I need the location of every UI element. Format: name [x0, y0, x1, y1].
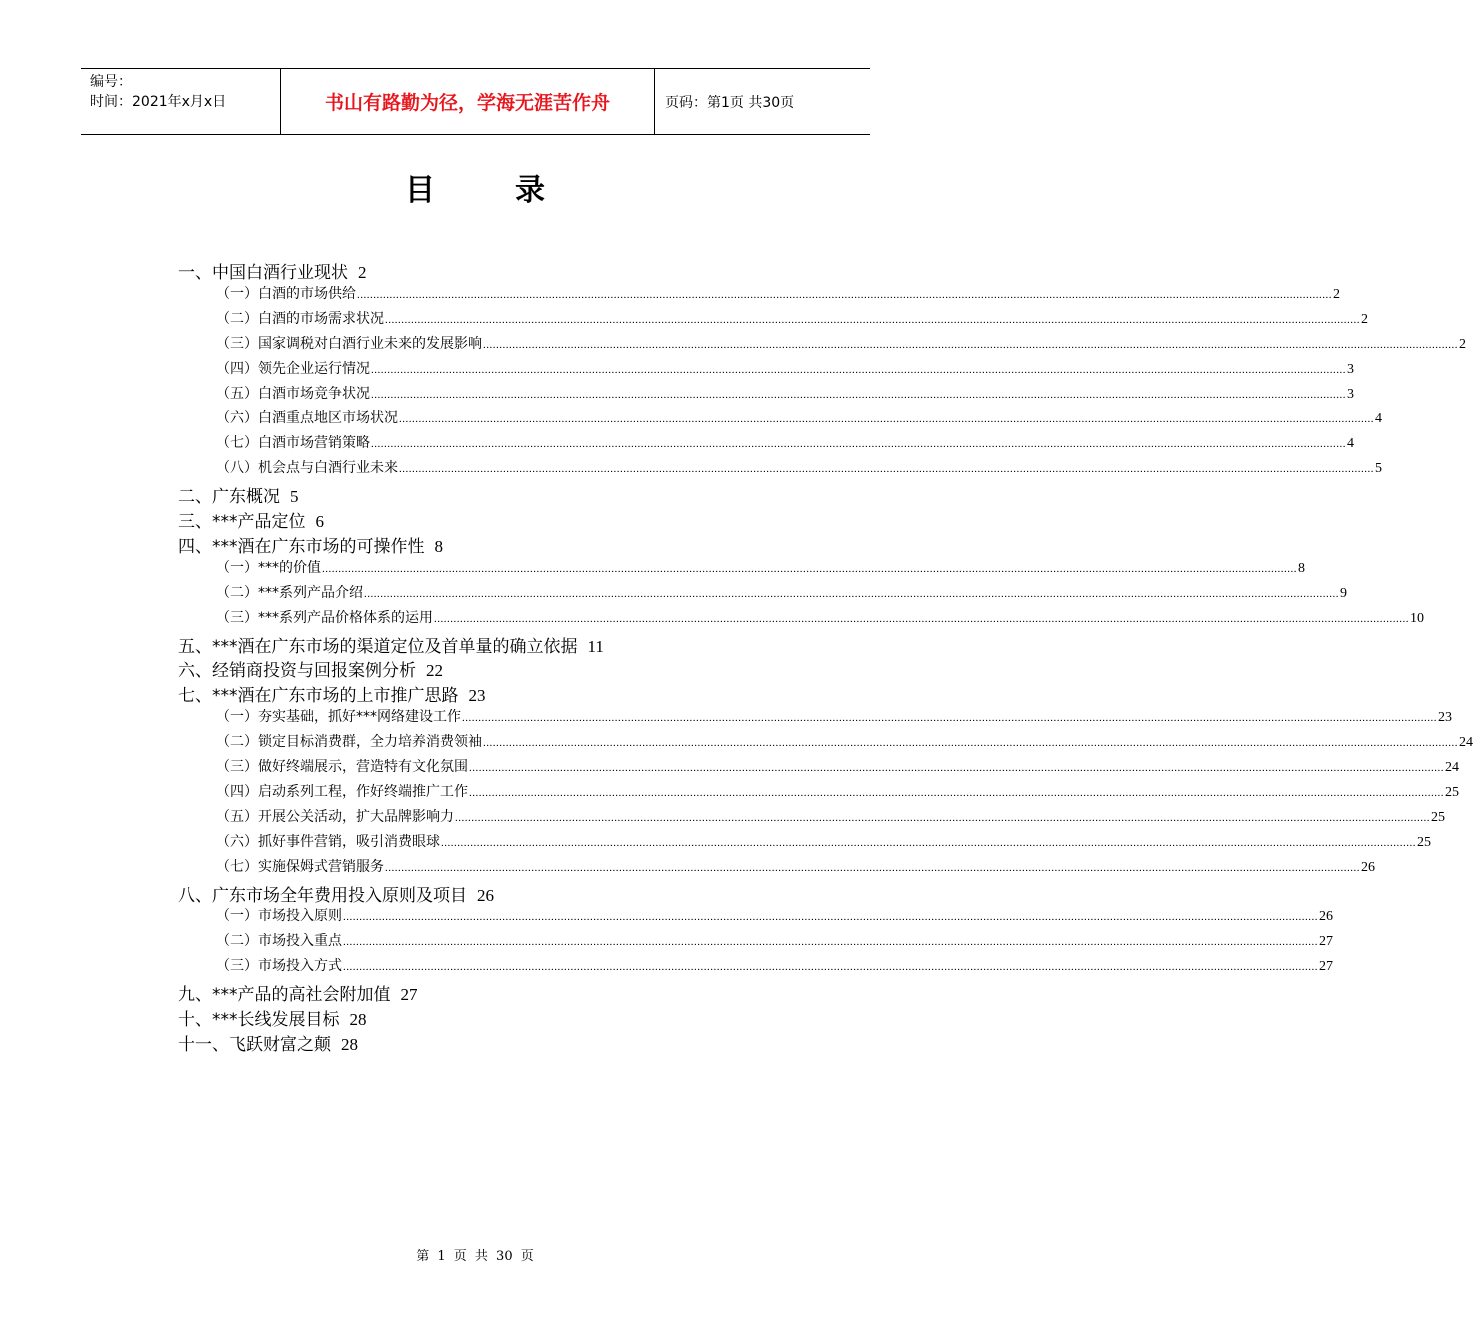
toc-dot-leader: ............................................................................................................................................................................................................................................................................................................: [462, 712, 1437, 725]
toc-dot-leader: ............................................................................................................................................................................................................................................................................................................: [455, 811, 1430, 824]
toc-page-number: 23: [468, 686, 486, 706]
toc-entry-label: （五）白酒市场竞争状况: [216, 385, 370, 402]
toc-entry-label: （八）机会点与白酒行业未来: [216, 460, 398, 477]
toc-entry-label: 九、***产品的高社会附加值: [178, 985, 391, 1006]
toc-entry-label: （二）锁定目标消费群，全力培养消费领袖: [216, 734, 482, 751]
toc-page-number: 4: [1375, 411, 1382, 427]
toc-section[interactable]: [216, 283, 1340, 303]
toc-dot-leader: ............................................................................................................................................................................................................................................................................................................: [483, 338, 1458, 351]
toc-dot-leader: ............................................................................................................................................................................................................................................................................................................: [441, 836, 1416, 849]
toc-page-number: 2: [358, 263, 367, 282]
toc-dot-leader: ............................................................................................................................................................................................................................................................................................................: [385, 313, 1360, 326]
toc-page-number: 11: [587, 636, 604, 656]
toc-page-number: 3: [1347, 386, 1354, 402]
toc-entry-label: 四、***酒在广东市场的可操作性: [178, 536, 425, 557]
toc-section[interactable]: [216, 407, 1382, 427]
toc-chapter[interactable]: [178, 656, 1128, 681]
toc-dot-leader: ............................................................................................................................................................................................................................................................................................................: [343, 936, 1318, 949]
toc-page-number: 22: [426, 661, 443, 681]
toc-page-number: 2: [1333, 286, 1340, 302]
header-motto: 书山有路勤为径，学海无涯苦作舟: [281, 69, 655, 134]
toc-dot-leader: ............................................................................................................................................................................................................................................................................................................: [371, 438, 1346, 451]
toc-page-number: 2: [1459, 336, 1466, 352]
toc-page-number: 24: [1445, 760, 1459, 775]
toc-page-number: 26: [1319, 909, 1333, 925]
toc-page-number: 3: [1347, 361, 1354, 377]
toc-section[interactable]: [216, 905, 1333, 925]
toc-page-number: 27: [400, 985, 418, 1005]
toc-page-number: 23: [1438, 710, 1452, 726]
toc-page-number: 28: [341, 1034, 358, 1054]
toc-entry-label: （二）市场投入重点: [216, 933, 342, 950]
toc-dot-leader: ............................................................................................................................................................................................................................................................................................................: [469, 762, 1444, 774]
toc-page-number: 24: [1459, 735, 1473, 751]
header-meta: [81, 69, 281, 134]
toc-section[interactable]: [216, 457, 1382, 477]
toc-chapter[interactable]: [178, 482, 1128, 507]
toc-page-number: 9: [1340, 585, 1347, 601]
toc-entry-label: 十、***长线发展目标: [178, 1010, 340, 1030]
toc-entry-label: 三、***产品定位: [178, 512, 306, 532]
toc-section[interactable]: [216, 333, 1466, 353]
toc-dot-leader: ............................................................................................................................................................................................................................................................................................................: [483, 737, 1458, 750]
toc-page-number: 8: [434, 536, 443, 556]
toc-chapter[interactable]: [178, 980, 1128, 1005]
toc-section[interactable]: [216, 731, 1473, 751]
toc-dot-leader: ............................................................................................................................................................................................................................................................................................................: [343, 961, 1318, 974]
toc-section[interactable]: [216, 582, 1347, 602]
toc-chapter[interactable]: [178, 881, 1128, 906]
toc-entry-label: 五、***酒在广东市场的渠道定位及首单量的确立依据: [178, 636, 578, 657]
toc-section[interactable]: [216, 557, 1305, 577]
toc-entry-label: 七、***酒在广东市场的上市推广思路: [178, 686, 459, 707]
toc-section[interactable]: [216, 383, 1354, 403]
toc-dot-leader: ............................................................................................................................................................................................................................................................................................................: [364, 587, 1339, 600]
toc-entry-label: 二、广东概况: [178, 487, 280, 508]
toc-chapter[interactable]: [178, 1030, 1128, 1055]
toc-entry-label: （一）市场投入原则: [216, 908, 342, 925]
toc-page-number: 10: [1410, 610, 1424, 626]
toc-entry-label: 一、中国白酒行业现状: [178, 263, 348, 283]
document-number-label: 编号：: [90, 74, 132, 90]
toc-page-number: 25: [1431, 809, 1445, 825]
toc-section[interactable]: [216, 781, 1459, 801]
toc-chapter[interactable]: [178, 632, 1128, 657]
toc-entry-label: （三）国家调税对白酒行业未来的发展影响: [216, 335, 482, 352]
toc-dot-leader: ............................................................................................................................................................................................................................................................................................................: [434, 612, 1409, 625]
toc-page-number: 6: [315, 512, 324, 531]
toc-entry-label: 十一、飞跃财富之颠: [178, 1034, 331, 1055]
toc-section[interactable]: [216, 806, 1445, 826]
toc-entry-label: （五）开展公关活动，扩大品牌影响力: [216, 808, 454, 825]
toc-entry-label: （一）***的价值: [216, 559, 321, 576]
toc-entry-label: （三）做好终端展示，营造特有文化氛围: [216, 759, 468, 775]
document-time-label: 时间：2021年x月x日: [90, 94, 227, 110]
toc-dot-leader: ............................................................................................................................................................................................................................................................................................................: [322, 562, 1297, 575]
toc-page-number: 8: [1298, 560, 1305, 576]
toc-section[interactable]: [216, 955, 1333, 975]
toc-section[interactable]: [216, 856, 1375, 876]
toc-chapter[interactable]: [178, 532, 1128, 557]
toc-section[interactable]: [216, 358, 1354, 378]
toc-section[interactable]: [216, 831, 1431, 851]
toc-entry-label: （四）领先企业运行情况: [216, 360, 370, 377]
toc-entry-label: （六）白酒重点地区市场状况: [216, 410, 398, 427]
toc-page-number: 25: [1417, 834, 1431, 850]
toc-entry-label: （二）***系列产品介绍: [216, 584, 363, 601]
toc-entry-label: （七）白酒市场营销策略: [216, 435, 370, 452]
toc-section[interactable]: [216, 930, 1333, 950]
toc-entry-label: （二）白酒的市场需求状况: [216, 310, 384, 327]
toc-section[interactable]: [216, 756, 1459, 776]
toc-page-number: 25: [1445, 784, 1459, 800]
toc-page-number: 28: [349, 1010, 367, 1029]
toc-section[interactable]: [216, 706, 1452, 726]
toc-page-number: 26: [1361, 859, 1375, 875]
toc-dot-leader: ............................................................................................................................................................................................................................................................................................................: [343, 911, 1318, 924]
toc-title: 目录: [405, 173, 625, 208]
toc-page-number: 5: [1375, 461, 1382, 477]
toc-chapter[interactable]: [178, 258, 1128, 283]
page-header: [81, 68, 870, 135]
toc-entry-label: （三）市场投入方式: [216, 958, 342, 975]
toc-chapter[interactable]: [178, 507, 1128, 532]
page-footer: 第 1 页 共 30 页: [416, 1249, 534, 1264]
toc-section[interactable]: [216, 432, 1354, 452]
toc-dot-leader: ............................................................................................................................................................................................................................................................................................................: [399, 463, 1374, 476]
toc-entry-label: （三）***系列产品价格体系的运用: [216, 609, 433, 626]
toc-dot-leader: ............................................................................................................................................................................................................................................................................................................: [469, 786, 1444, 799]
toc-entry-label: （一）夯实基础，抓好***网络建设工作: [216, 709, 461, 726]
toc-entry-label: （一）白酒的市场供给: [216, 285, 356, 302]
toc-chapter[interactable]: [178, 1005, 1128, 1030]
toc-dot-leader: ............................................................................................................................................................................................................................................................................................................: [371, 363, 1346, 376]
toc-dot-leader: ............................................................................................................................................................................................................................................................................................................: [357, 288, 1332, 301]
toc-entry-label: 六、经销商投资与回报案例分析: [178, 661, 416, 682]
toc-page-number: 27: [1319, 959, 1333, 975]
toc-entry-label: （四）启动系列工程，作好终端推广工作: [216, 783, 468, 800]
toc-page-number: 2: [1361, 311, 1368, 327]
toc-entry-label: 八、广东市场全年费用投入原则及项目: [178, 885, 467, 906]
toc-page-number: 4: [1347, 436, 1354, 452]
header-page-info: 页码：第1页 共30页: [665, 94, 795, 111]
toc-page-number: 27: [1319, 934, 1333, 950]
toc-dot-leader: ............................................................................................................................................................................................................................................................................................................: [399, 413, 1374, 426]
toc-dot-leader: ............................................................................................................................................................................................................................................................................................................: [385, 861, 1360, 874]
toc-section[interactable]: [216, 308, 1368, 328]
toc-entry-label: （六）抓好事件营销，吸引消费眼球: [216, 833, 440, 850]
toc-page-number: 5: [290, 487, 299, 507]
toc-entry-label: （七）实施保姆式营销服务: [216, 858, 384, 875]
toc-chapter[interactable]: [178, 681, 1128, 706]
toc-section[interactable]: [216, 607, 1424, 627]
toc-dot-leader: ............................................................................................................................................................................................................................................................................................................: [371, 388, 1346, 401]
toc-page-number: 26: [477, 885, 494, 905]
